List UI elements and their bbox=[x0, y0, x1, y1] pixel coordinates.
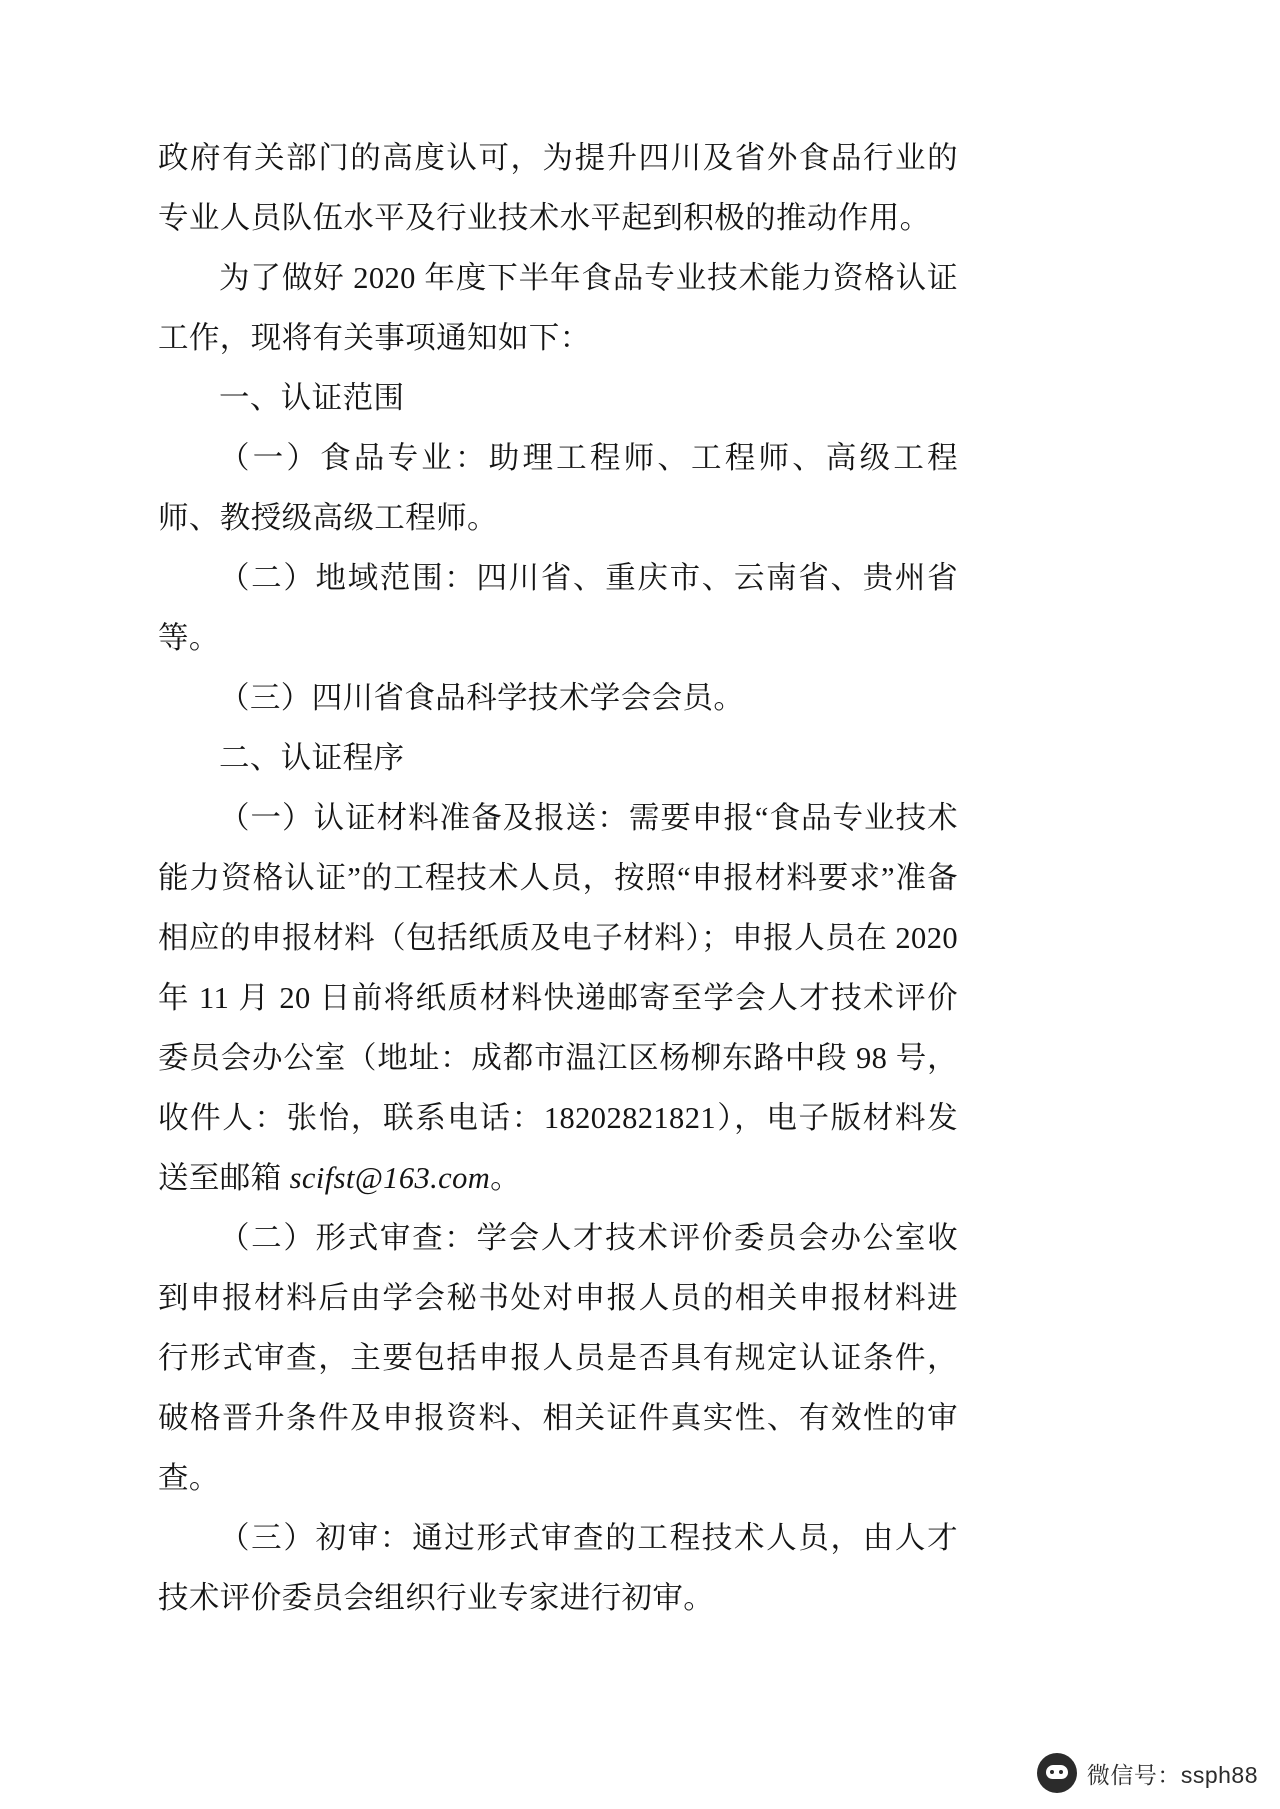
paragraph-preliminary-review: （三）初审：通过形式审查的工程技术人员，由人才技术评价委员会组织行业专家进行初审。 bbox=[158, 1521, 958, 1615]
paragraph-formal-review: （二）形式审查：学会人才技术评价委员会办公室收到申报材料后由学会秘书处对申报人员的相关申报材料进行形式审查，主要包括申报人员是否具有规定认证条件，破格晋升条件及申报资料、相关证件真实性、有效性的审查。 bbox=[158, 1221, 958, 1495]
document-body bbox=[158, 128, 967, 1628]
paragraph-materials bbox=[158, 788, 967, 1208]
paragraph-materials-text-before: （一）认证材料准备及报送：需要申报“食品专业技术能力资格认证”的工程技术人员，按照“申报材料要求”准备相应的申报材料（包括纸质及电子材料）；申报人员在 2020 年 11 月 20 日前将纸质材料快递邮寄至学会人才技术评价委员会办公室（地址：成都市温江区杨柳东路中段 98 号，收件人：张怡，联系电话：18202821821），电子版材料发送至邮箱 bbox=[158, 801, 967, 1195]
watermark bbox=[1037, 1753, 1258, 1793]
contact-email: scifst@163.com bbox=[289, 1161, 491, 1195]
paragraph-intro: 政府有关部门的高度认可，为提升四川及省外食品行业的专业人员队伍水平及行业技术水平起到积极的推动作用。 bbox=[158, 141, 958, 235]
paragraph-scope-major: （一）食品专业：助理工程师、工程师、高级工程师、教授级高级工程师。 bbox=[158, 441, 958, 535]
paragraph-materials-text-after: 。 bbox=[490, 1161, 522, 1195]
wechat-icon bbox=[1037, 1753, 1077, 1793]
paragraph-scope-membership: （三）四川省食品科学技术学会会员。 bbox=[219, 681, 745, 715]
watermark-label: 微信号：ssph88 bbox=[1086, 1761, 1258, 1788]
heading-section-one: 一、认证范围 bbox=[219, 381, 405, 415]
paragraph-scope-region: （二）地域范围：四川省、重庆市、云南省、贵州省等。 bbox=[158, 561, 958, 655]
paragraph-purpose: 为了做好 2020 年度下半年食品专业技术能力资格认证工作，现将有关事项通知如下： bbox=[158, 261, 958, 355]
heading-section-two: 二、认证程序 bbox=[219, 741, 405, 775]
